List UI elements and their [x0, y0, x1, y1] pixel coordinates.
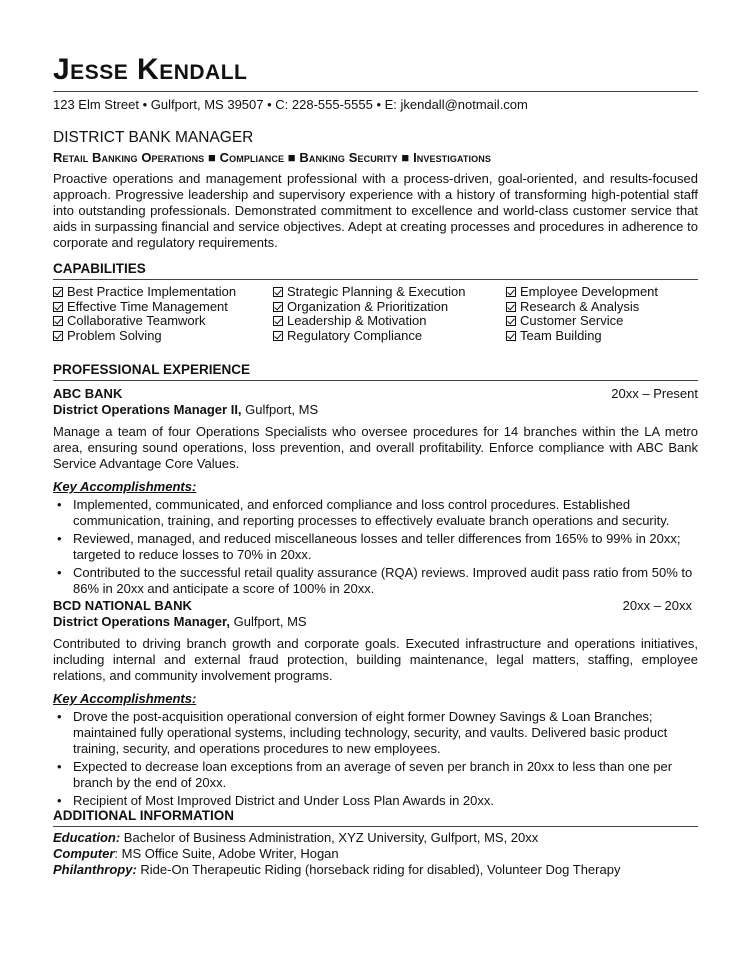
list-item: • Implemented, communicated, and enforced compliance and loss control procedures. Established communication, training, and reporting processes to effectively evaluate branch operations and security.	[57, 497, 670, 528]
job-entry-abc-bank	[53, 386, 698, 599]
additional-info-heading: ADDITIONAL INFORMATION	[53, 808, 698, 825]
capability-item: Research & Analysis	[506, 300, 658, 315]
checkbox-icon	[273, 331, 283, 341]
capability-item: Regulatory Compliance	[273, 329, 466, 344]
capability-item: Team Building	[506, 329, 658, 344]
capabilities-heading: CAPABILITIES	[53, 261, 698, 278]
key-accomplishments-label: Key Accomplishments:	[53, 479, 197, 494]
checkbox-icon	[53, 287, 63, 297]
key-accomplishments-label: Key Accomplishments:	[53, 691, 197, 706]
list-item: • Expected to decrease loan exceptions from an average of seven per branch in 20xx to less than one per branch by the end of 20xx.	[57, 759, 673, 790]
job-dates: 20xx – 20xx	[622, 598, 692, 613]
resume-page	[53, 0, 698, 970]
candidate-name: Jesse Kendall	[53, 53, 248, 86]
professional-title: DISTRICT BANK MANAGER	[53, 129, 254, 146]
checkbox-icon	[53, 331, 63, 341]
capabilities-column-3	[506, 285, 658, 343]
list-item: • Contributed to the successful retail quality assurance (RQA) reviews. Improved audit pass ratio from 50% to 86% in 20xx and anticipate a score of 100% in 20xx.	[57, 565, 693, 596]
experience-heading: PROFESSIONAL EXPERIENCE	[53, 362, 698, 379]
checkbox-icon	[506, 331, 516, 341]
checkbox-icon	[273, 302, 283, 312]
accomplishments-list	[53, 709, 698, 809]
philanthropy-line: Philanthropy: Ride-On Therapeutic Riding (horseback riding for disabled), Volunteer Dog Therapy	[53, 862, 621, 877]
capabilities-column-1	[53, 285, 236, 343]
contact-line: 123 Elm Street • Gulfport, MS 39507 • C: 228-555-5555 • E: jkendall@notmail.com	[53, 97, 528, 112]
capability-item: Strategic Planning & Execution	[273, 285, 466, 300]
checkbox-icon	[506, 287, 516, 297]
capability-item: Customer Service	[506, 314, 658, 329]
list-item: • Drove the post-acquisition operational conversion of eight former Downey Savings & Loan Branches; maintained fully operational systems, including technology, security, and vaults. Delivered basic product training, security, and operations procedures to new employees.	[57, 709, 668, 756]
job-dates: 20xx – Present	[611, 386, 698, 401]
checkbox-icon	[506, 302, 516, 312]
capability-item: Effective Time Management	[53, 300, 236, 315]
additional-info	[53, 830, 698, 878]
job-role: District Operations Manager, Gulfport, MS	[53, 614, 307, 629]
checkbox-icon	[53, 302, 63, 312]
capability-item: Problem Solving	[53, 329, 236, 344]
checkbox-icon	[273, 316, 283, 326]
capabilities-column-2	[273, 285, 466, 343]
job-description: Contributed to driving branch growth and corporate goals. Executed infrastructure and operations initiatives, including internal and external fraud protection, building maintenance, legal matters, staffing, employee relations, and community involvement programs.	[53, 636, 698, 683]
capability-item: Best Practice Implementation	[53, 285, 236, 300]
list-item: • Reviewed, managed, and reduced miscellaneous losses and teller differences from 165% to 99% in 20xx; targeted to reduce losses to 70% in 20xx.	[57, 531, 681, 562]
capability-item: Leadership & Motivation	[273, 314, 466, 329]
capability-item: Employee Development	[506, 285, 658, 300]
accomplishments-list	[53, 497, 698, 597]
education-line: Education: Bachelor of Business Administration, XYZ University, Gulfport, MS, 20xx	[53, 830, 539, 845]
computer-line: Computer: MS Office Suite, Adobe Writer, Hogan	[53, 846, 339, 861]
job-description: Manage a team of four Operations Specialists who oversee procedures for 14 branches within the LA metro area, ensuring sound operations, loss prevention, and overall profitability. Enforce compliance with ABC Bank Service Advantage Core Values.	[53, 424, 698, 471]
job-role: District Operations Manager II, Gulfport, MS	[53, 402, 319, 417]
capability-item: Collaborative Teamwork	[53, 314, 236, 329]
checkbox-icon	[506, 316, 516, 326]
capability-item: Organization & Prioritization	[273, 300, 466, 315]
profile-summary: Proactive operations and management professional with a process-driven, goal-oriented, and results-focused approach. Progressive leadership and supervisory experience with a history of transforming high-potential staff into outstanding professionals. Demonstrated commitment to excellence and world-class customer service that aids in surpassing financial and service objectives. Adept at creating processes and procedures in adherence to corporate and regulatory requirements.	[53, 171, 698, 250]
employer-name: BCD NATIONAL BANK	[53, 598, 192, 613]
checkbox-icon	[53, 316, 63, 326]
job-entry-bcd-national-bank	[53, 598, 698, 811]
specialties-line: Retail Banking Operations ■ Compliance ■ Banking Security ■ Investigations	[53, 150, 491, 165]
header-divider	[53, 91, 698, 92]
list-item: • Recipient of Most Improved District and Under Loss Plan Awards in 20xx.	[57, 793, 495, 808]
checkbox-icon	[273, 287, 283, 297]
employer-name: ABC BANK	[53, 386, 123, 401]
